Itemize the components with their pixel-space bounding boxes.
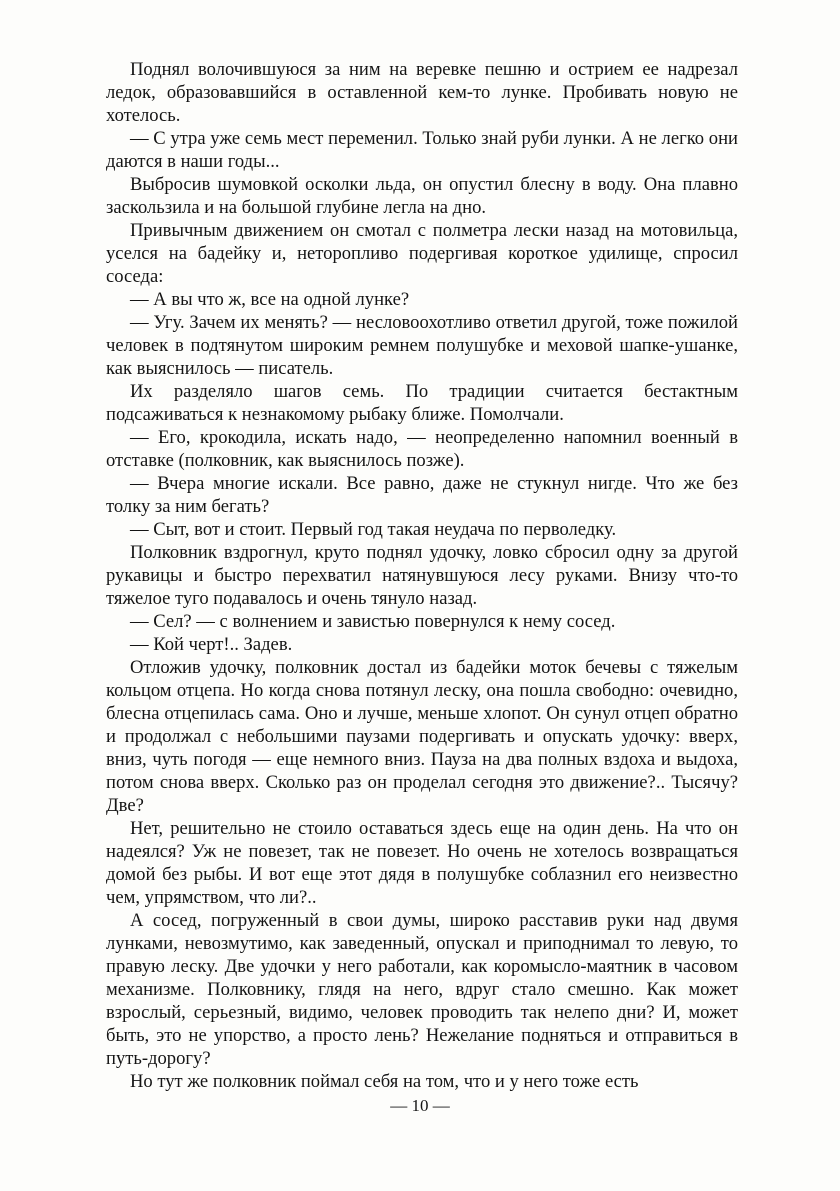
paragraph: Но тут же полковник поймал себя на том, что и у него тоже есть — [130, 1071, 639, 1092]
paragraph: Полковник вздрогнул, круто поднял удочку, ловко сбросил одну за другой рукавицы и быстро перехватил натянувшуюся лесу руками. Внизу что-то тяжелое туго подавалось и очень тянуло назад. — [106, 542, 738, 609]
paragraph: — Сел? — с волнением и завистью повернулся к нему сосед. — [130, 611, 616, 632]
paragraph: — С утра уже семь мест переменил. Только знай руби лунки. А не легко они даются в наши годы... — [106, 128, 738, 172]
paragraph: Выбросив шумовкой осколки льда, он опустил блесну в воду. Она плавно заскользила и на большой глубине легла на дно. — [106, 174, 738, 218]
paragraph: А сосед, погруженный в свои думы, широко расставив руки над двумя лунками, невозмутимо, как заведенный, опускал и приподнимал то левую, то правую леску. Две удочки у него работали, как коромысло-маятник в часовом механизме. Полковнику, глядя на него, вдруг стало смешно. Как может взрослый, серьезный, видимо, человек проводить так нелепо дни? И, может быть, это не упорство, а просто лень? Нежелание подняться и отправиться в путь-дорогу? — [106, 910, 738, 1069]
paragraph: Отложив удочку, полковник достал из бадейки моток бечевы с тяжелым кольцом отцепа. Но когда снова потянул леску, она пошла свободно: очевидно, блесна отцепилась сама. Оно и лучше, меньше хлопот. Он сунул отцеп обратно и продолжал с небольшими паузами подергивать и опускать удочку: вверх, вниз, чуть погодя — еще немного вниз. Пауза на два полных вздоха и выдоха, потом снова вверх. Сколько раз он проделал сегодня это движение?.. Тысячу? Две? — [106, 657, 738, 816]
paragraph: — А вы что ж, все на одной лунке? — [130, 289, 410, 310]
paragraph: — Угу. Зачем их менять? — несловоохотливо ответил другой, тоже пожилой человек в подтянутом широким ремнем полушубке и меховой шапке-ушанке, как выяснилось — писатель. — [106, 312, 738, 379]
paragraph: Поднял волочившуюся за ним на веревке пешню и острием ее надрезал ледок, образовавшийся в оставленной кем-то лунке. Пробивать новую не хотелось. — [106, 59, 738, 126]
page-number: — 10 — — [390, 1096, 450, 1115]
paragraph: Их разделяло шагов семь. По традиции считается бестактным подсаживаться к незнакомому рыбаку ближе. Помолчали. — [106, 381, 738, 425]
paragraph: — Его, крокодила, искать надо, — неопределенно напомнил военный в отставке (полковник, как выяснилось позже). — [106, 427, 738, 471]
paragraph: — Сыт, вот и стоит. Первый год такая неудача по перволедку. — [130, 519, 617, 540]
page-text — [106, 58, 738, 1093]
paragraph: — Вчера многие искали. Все равно, даже не стукнул нигде. Что же без толку за ним бегать? — [106, 473, 738, 517]
paragraph: Привычным движением он смотал с полметра лески назад на мотовильца, уселся на бадейку и, неторопливо подергивая короткое удилище, спросил соседа: — [106, 220, 738, 287]
paragraph: Нет, решительно не стоило оставаться здесь еще на один день. На что он надеялся? Уж не повезет, так не повезет. Но очень не хотелось возвращаться домой без рыбы. И вот еще этот дядя в полушубке соблазнил его неизвестно чем, упрямством, что ли?.. — [106, 818, 738, 908]
paragraph: — Кой черт!.. Задев. — [130, 634, 293, 655]
